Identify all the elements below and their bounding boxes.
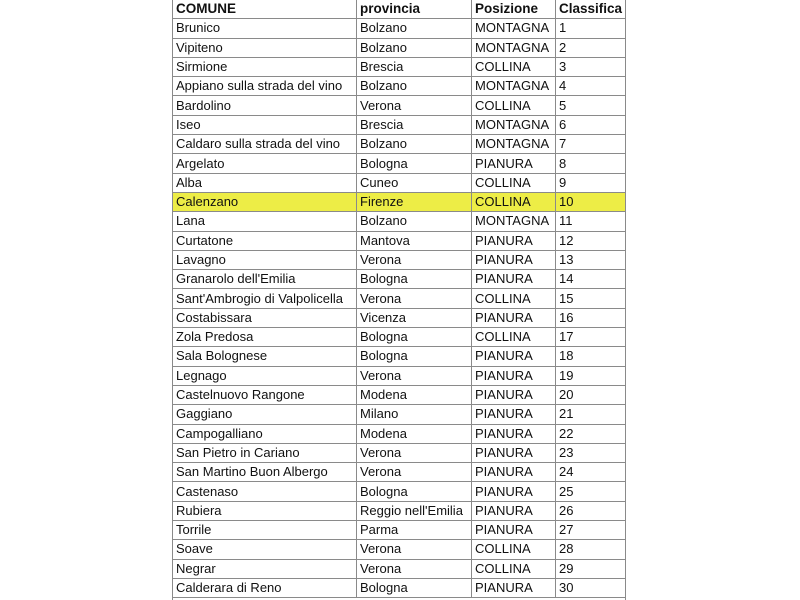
cell-classifica[interactable]: 22 xyxy=(556,424,626,443)
cell-provincia[interactable]: Bologna xyxy=(357,328,472,347)
cell-provincia[interactable]: Bologna xyxy=(357,270,472,289)
table-row xyxy=(173,115,626,134)
cell-comune[interactable]: Curtatone xyxy=(173,231,357,250)
cell-posizione[interactable]: MONTAGNA xyxy=(472,77,556,96)
cell-classifica[interactable]: 23 xyxy=(556,443,626,462)
cell-provincia[interactable]: Modena xyxy=(357,424,472,443)
table-row xyxy=(173,540,626,559)
table-row xyxy=(173,521,626,540)
cell-classifica[interactable]: 12 xyxy=(556,231,626,250)
cell-provincia[interactable]: Bologna xyxy=(357,154,472,173)
cell-comune[interactable]: Caldaro sulla strada del vino xyxy=(173,135,357,154)
table-row xyxy=(173,135,626,154)
cell-classifica[interactable]: 16 xyxy=(556,308,626,327)
cell-classifica[interactable]: 9 xyxy=(556,173,626,192)
cell-provincia[interactable]: Verona xyxy=(357,366,472,385)
cell-provincia[interactable]: Bolzano xyxy=(357,19,472,38)
cell-provincia[interactable]: Bologna xyxy=(357,482,472,501)
cell-comune[interactable]: Torrile xyxy=(173,521,357,540)
cell-posizione[interactable]: PIANURA xyxy=(472,521,556,540)
cell-comune[interactable]: Soave xyxy=(173,540,357,559)
cell-provincia[interactable]: Bolzano xyxy=(357,38,472,57)
table-row xyxy=(173,308,626,327)
cell-provincia[interactable]: Verona xyxy=(357,443,472,462)
cell-classifica[interactable]: 17 xyxy=(556,328,626,347)
cell-classifica[interactable]: 27 xyxy=(556,521,626,540)
cell-posizione[interactable]: PIANURA xyxy=(472,385,556,404)
table-row xyxy=(173,405,626,424)
table-row xyxy=(173,443,626,462)
header-classifica[interactable]: Classifica xyxy=(556,0,626,19)
cell-posizione[interactable]: PIANURA xyxy=(472,443,556,462)
cell-classifica[interactable]: 7 xyxy=(556,135,626,154)
table-row xyxy=(173,77,626,96)
cell-posizione[interactable]: MONTAGNA xyxy=(472,38,556,57)
cell-provincia[interactable]: Cuneo xyxy=(357,173,472,192)
header-provincia[interactable]: provincia xyxy=(357,0,472,19)
cell-comune[interactable]: Lavagno xyxy=(173,250,357,269)
cell-classifica[interactable]: 2 xyxy=(556,38,626,57)
cell-provincia[interactable]: Modena xyxy=(357,385,472,404)
cell-classifica[interactable]: 21 xyxy=(556,405,626,424)
cell-posizione[interactable]: COLLINA xyxy=(472,540,556,559)
cell-posizione[interactable]: COLLINA xyxy=(472,173,556,192)
table-row xyxy=(173,192,626,211)
cell-classifica[interactable]: 13 xyxy=(556,250,626,269)
cell-classifica[interactable]: 1 xyxy=(556,19,626,38)
cell-classifica[interactable]: 30 xyxy=(556,578,626,597)
cell-comune[interactable]: Rubiera xyxy=(173,501,357,520)
cell-posizione[interactable]: PIANURA xyxy=(472,463,556,482)
table-row xyxy=(173,366,626,385)
cell-comune[interactable]: Granarolo dell'Emilia xyxy=(173,270,357,289)
cell-comune[interactable]: Legnago xyxy=(173,366,357,385)
table-row xyxy=(173,289,626,308)
cell-posizione[interactable]: PIANURA xyxy=(472,231,556,250)
cell-posizione[interactable]: COLLINA xyxy=(472,559,556,578)
cell-provincia[interactable]: Verona xyxy=(357,463,472,482)
cell-comune[interactable]: Negrar xyxy=(173,559,357,578)
cell-classifica[interactable]: 3 xyxy=(556,57,626,76)
cell-posizione[interactable]: PIANURA xyxy=(472,308,556,327)
cell-posizione[interactable]: PIANURA xyxy=(472,270,556,289)
cell-comune[interactable]: San Martino Buon Albergo xyxy=(173,463,357,482)
cell-classifica[interactable]: 18 xyxy=(556,347,626,366)
cell-provincia[interactable]: Bolzano xyxy=(357,212,472,231)
cell-classifica[interactable]: 4 xyxy=(556,77,626,96)
cell-comune[interactable]: Castelnuovo Rangone xyxy=(173,385,357,404)
cell-comune[interactable]: Alba xyxy=(173,173,357,192)
table-row xyxy=(173,231,626,250)
cell-comune[interactable]: Iseo xyxy=(173,115,357,134)
cell-classifica[interactable]: 25 xyxy=(556,482,626,501)
cell-comune[interactable]: Appiano sulla strada del vino xyxy=(173,77,357,96)
cell-provincia[interactable]: Vicenza xyxy=(357,308,472,327)
cell-classifica[interactable]: 6 xyxy=(556,115,626,134)
table-row xyxy=(173,347,626,366)
header-comune[interactable]: COMUNE xyxy=(173,0,357,19)
cell-classifica[interactable]: 28 xyxy=(556,540,626,559)
spreadsheet xyxy=(172,0,625,598)
cell-posizione[interactable]: COLLINA xyxy=(472,289,556,308)
cell-comune[interactable]: Sala Bolognese xyxy=(173,347,357,366)
cell-posizione[interactable]: PIANURA xyxy=(472,405,556,424)
cell-comune[interactable]: Argelato xyxy=(173,154,357,173)
cell-posizione[interactable]: COLLINA xyxy=(472,192,556,211)
cell-posizione[interactable]: MONTAGNA xyxy=(472,135,556,154)
cell-comune[interactable]: San Pietro in Cariano xyxy=(173,443,357,462)
table-row xyxy=(173,328,626,347)
table-row xyxy=(173,250,626,269)
ranking-table xyxy=(172,0,626,598)
cell-provincia[interactable]: Milano xyxy=(357,405,472,424)
cell-comune[interactable]: Sant'Ambrogio di Valpolicella xyxy=(173,289,357,308)
cell-classifica[interactable]: 20 xyxy=(556,385,626,404)
header-row xyxy=(173,0,626,19)
cell-provincia[interactable]: Bolzano xyxy=(357,135,472,154)
cell-comune[interactable]: Brunico xyxy=(173,19,357,38)
header-posizione[interactable]: Posizione xyxy=(472,0,556,19)
cell-provincia[interactable]: Bolzano xyxy=(357,77,472,96)
cell-classifica[interactable]: 29 xyxy=(556,559,626,578)
cell-posizione[interactable]: MONTAGNA xyxy=(472,19,556,38)
cell-classifica[interactable]: 10 xyxy=(556,192,626,211)
cell-posizione[interactable]: PIANURA xyxy=(472,424,556,443)
table-row xyxy=(173,463,626,482)
cell-posizione[interactable]: MONTAGNA xyxy=(472,212,556,231)
cell-comune[interactable]: Vipiteno xyxy=(173,38,357,57)
cell-provincia[interactable]: Brescia xyxy=(357,115,472,134)
cell-comune[interactable]: Gaggiano xyxy=(173,405,357,424)
table-row xyxy=(173,385,626,404)
table-row xyxy=(173,57,626,76)
cell-comune[interactable]: Calderara di Reno xyxy=(173,578,357,597)
cell-provincia[interactable]: Firenze xyxy=(357,192,472,211)
cell-provincia[interactable]: Verona xyxy=(357,540,472,559)
table-body xyxy=(173,19,626,598)
table-row xyxy=(173,38,626,57)
cell-posizione[interactable]: COLLINA xyxy=(472,57,556,76)
table-row xyxy=(173,424,626,443)
cell-provincia[interactable]: Bologna xyxy=(357,347,472,366)
table-row xyxy=(173,559,626,578)
table-row xyxy=(173,19,626,38)
table-row xyxy=(173,96,626,115)
table-row xyxy=(173,154,626,173)
cell-classifica[interactable]: 11 xyxy=(556,212,626,231)
table-row xyxy=(173,501,626,520)
cell-posizione[interactable]: PIANURA xyxy=(472,154,556,173)
cell-provincia[interactable]: Verona xyxy=(357,559,472,578)
cell-comune[interactable]: Lana xyxy=(173,212,357,231)
table-row xyxy=(173,212,626,231)
cell-classifica[interactable]: 19 xyxy=(556,366,626,385)
cell-provincia[interactable]: Parma xyxy=(357,521,472,540)
table-row xyxy=(173,482,626,501)
cell-posizione[interactable]: PIANURA xyxy=(472,482,556,501)
cell-comune[interactable]: Zola Predosa xyxy=(173,328,357,347)
cell-comune[interactable]: Calenzano xyxy=(173,192,357,211)
cell-classifica[interactable]: 5 xyxy=(556,96,626,115)
table-row xyxy=(173,578,626,597)
cell-provincia[interactable]: Verona xyxy=(357,96,472,115)
cell-comune[interactable]: Campogalliano xyxy=(173,424,357,443)
cell-provincia[interactable]: Bologna xyxy=(357,578,472,597)
cell-comune[interactable]: Sirmione xyxy=(173,57,357,76)
cell-classifica[interactable]: 24 xyxy=(556,463,626,482)
cell-posizione[interactable]: PIANURA xyxy=(472,501,556,520)
cell-classifica[interactable]: 15 xyxy=(556,289,626,308)
cell-posizione[interactable]: COLLINA xyxy=(472,96,556,115)
cell-classifica[interactable]: 14 xyxy=(556,270,626,289)
cell-comune[interactable]: Castenaso xyxy=(173,482,357,501)
cell-provincia[interactable]: Verona xyxy=(357,250,472,269)
cell-comune[interactable]: Costabissara xyxy=(173,308,357,327)
table-row xyxy=(173,270,626,289)
cell-comune[interactable]: Bardolino xyxy=(173,96,357,115)
cell-provincia[interactable]: Verona xyxy=(357,289,472,308)
cell-provincia[interactable]: Brescia xyxy=(357,57,472,76)
cell-classifica[interactable]: 8 xyxy=(556,154,626,173)
cell-posizione[interactable]: PIANURA xyxy=(472,347,556,366)
cell-posizione[interactable]: PIANURA xyxy=(472,366,556,385)
cell-classifica[interactable]: 26 xyxy=(556,501,626,520)
cell-provincia[interactable]: Mantova xyxy=(357,231,472,250)
cell-posizione[interactable]: COLLINA xyxy=(472,328,556,347)
cell-posizione[interactable]: PIANURA xyxy=(472,578,556,597)
cell-posizione[interactable]: PIANURA xyxy=(472,250,556,269)
cell-provincia[interactable]: Reggio nell'Emilia xyxy=(357,501,472,520)
table-row xyxy=(173,173,626,192)
cell-posizione[interactable]: MONTAGNA xyxy=(472,115,556,134)
